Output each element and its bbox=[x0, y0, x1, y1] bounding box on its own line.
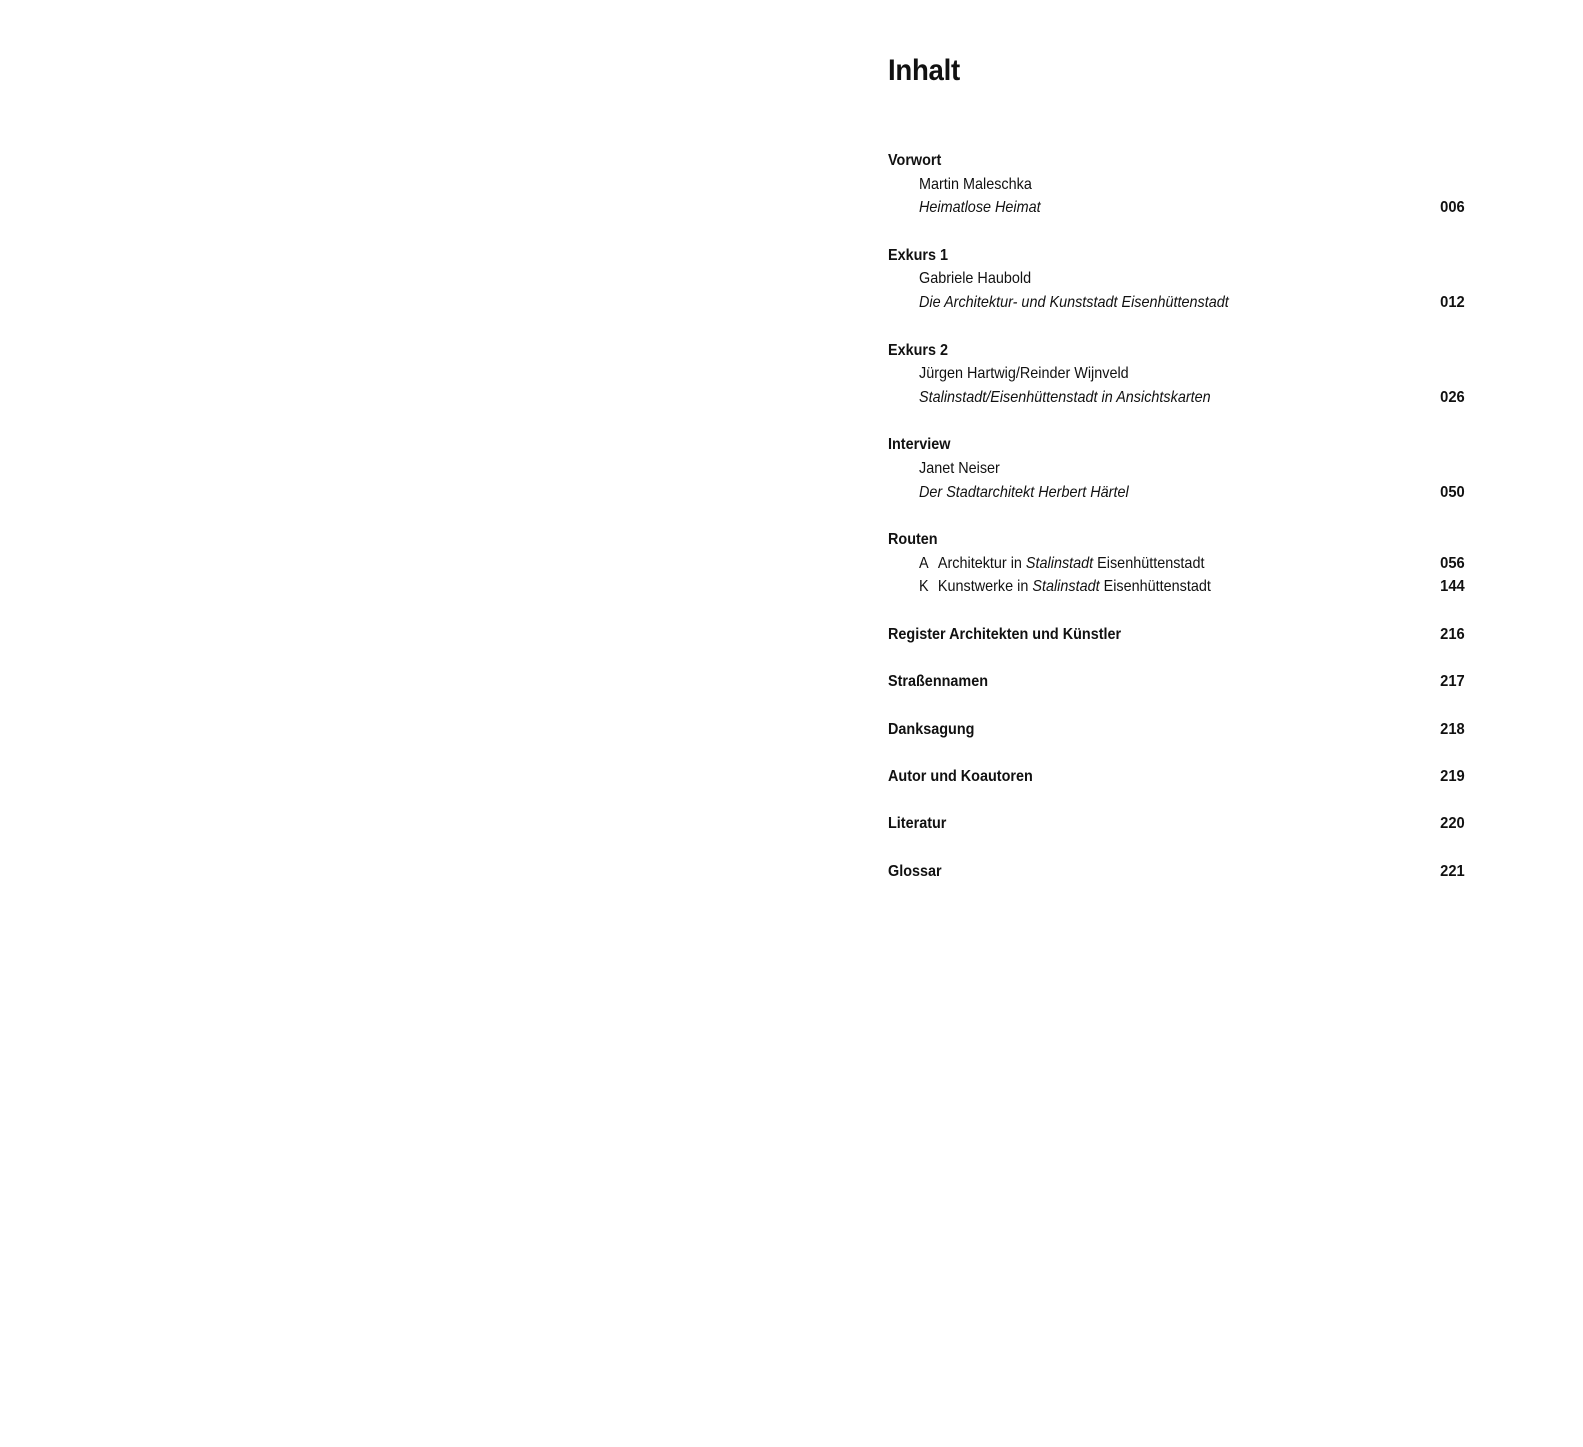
page-number: 220 bbox=[1440, 815, 1465, 833]
toc-entry-interview[interactable] bbox=[888, 481, 1465, 505]
toc-heading-label: Routen bbox=[888, 531, 938, 548]
toc-heading-vorwort bbox=[888, 149, 1465, 173]
page-number: 219 bbox=[1440, 767, 1465, 785]
toc-author-label: Martin Maleschka bbox=[919, 175, 1032, 193]
toc-heading-exkurs-2 bbox=[888, 339, 1465, 363]
toc-heading-routen bbox=[888, 528, 1465, 552]
toc-entry-glossar[interactable] bbox=[888, 860, 1465, 884]
toc-subtitle-label: Die Architektur- und Kunststadt Eisenhüttenstadt bbox=[919, 294, 1229, 312]
toc-heading-label: Straßennamen bbox=[888, 673, 989, 691]
toc-heading-label: Interview bbox=[888, 436, 951, 454]
route-label bbox=[919, 575, 1211, 599]
toc-heading-label: Literatur bbox=[888, 815, 947, 833]
toc-heading-label: Glossar bbox=[888, 862, 942, 880]
page-number: 221 bbox=[1440, 862, 1465, 880]
page-number: 050 bbox=[1440, 483, 1465, 501]
toc-author-exkurs-2 bbox=[888, 362, 1465, 386]
toc-entry-exkurs-1[interactable] bbox=[888, 291, 1465, 315]
toc-heading-label: Danksagung bbox=[888, 720, 975, 738]
table-of-contents bbox=[888, 52, 1465, 883]
page-number: 216 bbox=[1440, 625, 1465, 643]
toc-entry-route-a[interactable] bbox=[888, 552, 1465, 576]
route-letter: K bbox=[919, 578, 929, 596]
toc-entry-route-k[interactable] bbox=[888, 575, 1465, 599]
route-name-post: Eisenhüttenstadt bbox=[1093, 554, 1205, 572]
toc-author-vorwort bbox=[888, 173, 1465, 197]
toc-author-label: Jürgen Hartwig/Reinder Wijnveld bbox=[919, 365, 1129, 383]
toc-author-label: Janet Neiser bbox=[919, 459, 1000, 477]
toc-author-interview bbox=[888, 457, 1465, 481]
route-name-pre: Architektur in bbox=[937, 554, 1026, 572]
page-number: 144 bbox=[1440, 578, 1465, 596]
spacer bbox=[888, 504, 1465, 528]
toc-heading-label: Vorwort bbox=[888, 152, 942, 169]
toc-entry-register[interactable] bbox=[888, 623, 1465, 647]
toc-heading-label: Register Architekten und Künstler bbox=[888, 625, 1122, 643]
toc-heading-exkurs-1 bbox=[888, 244, 1465, 268]
route-letter: A bbox=[919, 554, 929, 572]
toc-heading-label: Exkurs 2 bbox=[888, 341, 949, 359]
page-number: 056 bbox=[1440, 554, 1465, 572]
toc-heading-interview bbox=[888, 433, 1465, 457]
toc-list bbox=[888, 149, 1465, 883]
toc-entry-exkurs-2[interactable] bbox=[888, 386, 1465, 410]
spacer bbox=[888, 220, 1465, 244]
toc-entry-literatur[interactable] bbox=[888, 812, 1465, 836]
toc-subtitle-label: Der Stadtarchitekt Herbert Härtel bbox=[919, 483, 1129, 501]
toc-entry-danksagung[interactable] bbox=[888, 718, 1465, 742]
spacer bbox=[888, 315, 1465, 339]
page-number: 218 bbox=[1440, 720, 1465, 738]
route-name-pre: Kunstwerke in bbox=[937, 578, 1033, 596]
route-label bbox=[919, 552, 1204, 576]
toc-author-exkurs-1 bbox=[888, 267, 1465, 291]
spacer bbox=[888, 789, 1465, 813]
spacer bbox=[888, 836, 1465, 860]
toc-heading-label: Autor und Koautoren bbox=[888, 767, 1033, 785]
route-name-emphasis: Stalinstadt bbox=[1025, 554, 1094, 572]
route-name-emphasis: Stalinstadt bbox=[1032, 578, 1100, 596]
spacer bbox=[888, 599, 1465, 623]
page-number: 006 bbox=[1440, 199, 1465, 217]
toc-heading-label: Exkurs 1 bbox=[888, 246, 949, 264]
toc-subtitle-label: Stalinstadt/Eisenhüttenstadt in Ansichtskarten bbox=[919, 388, 1211, 406]
spacer bbox=[888, 410, 1465, 434]
toc-entry-autoren[interactable] bbox=[888, 765, 1465, 789]
page-number: 026 bbox=[1440, 388, 1465, 406]
toc-entry-strassennamen[interactable] bbox=[888, 670, 1465, 694]
spacer bbox=[888, 694, 1465, 718]
page-number: 217 bbox=[1440, 673, 1465, 691]
toc-subtitle-label: Heimatlose Heimat bbox=[919, 199, 1041, 217]
route-name-post: Eisenhüttenstadt bbox=[1099, 578, 1211, 596]
spacer bbox=[888, 741, 1465, 765]
page-title: Inhalt bbox=[888, 54, 960, 87]
page-number: 012 bbox=[1440, 294, 1465, 312]
spacer bbox=[888, 646, 1465, 670]
toc-author-label: Gabriele Haubold bbox=[919, 270, 1032, 288]
toc-entry-vorwort[interactable] bbox=[888, 196, 1465, 220]
